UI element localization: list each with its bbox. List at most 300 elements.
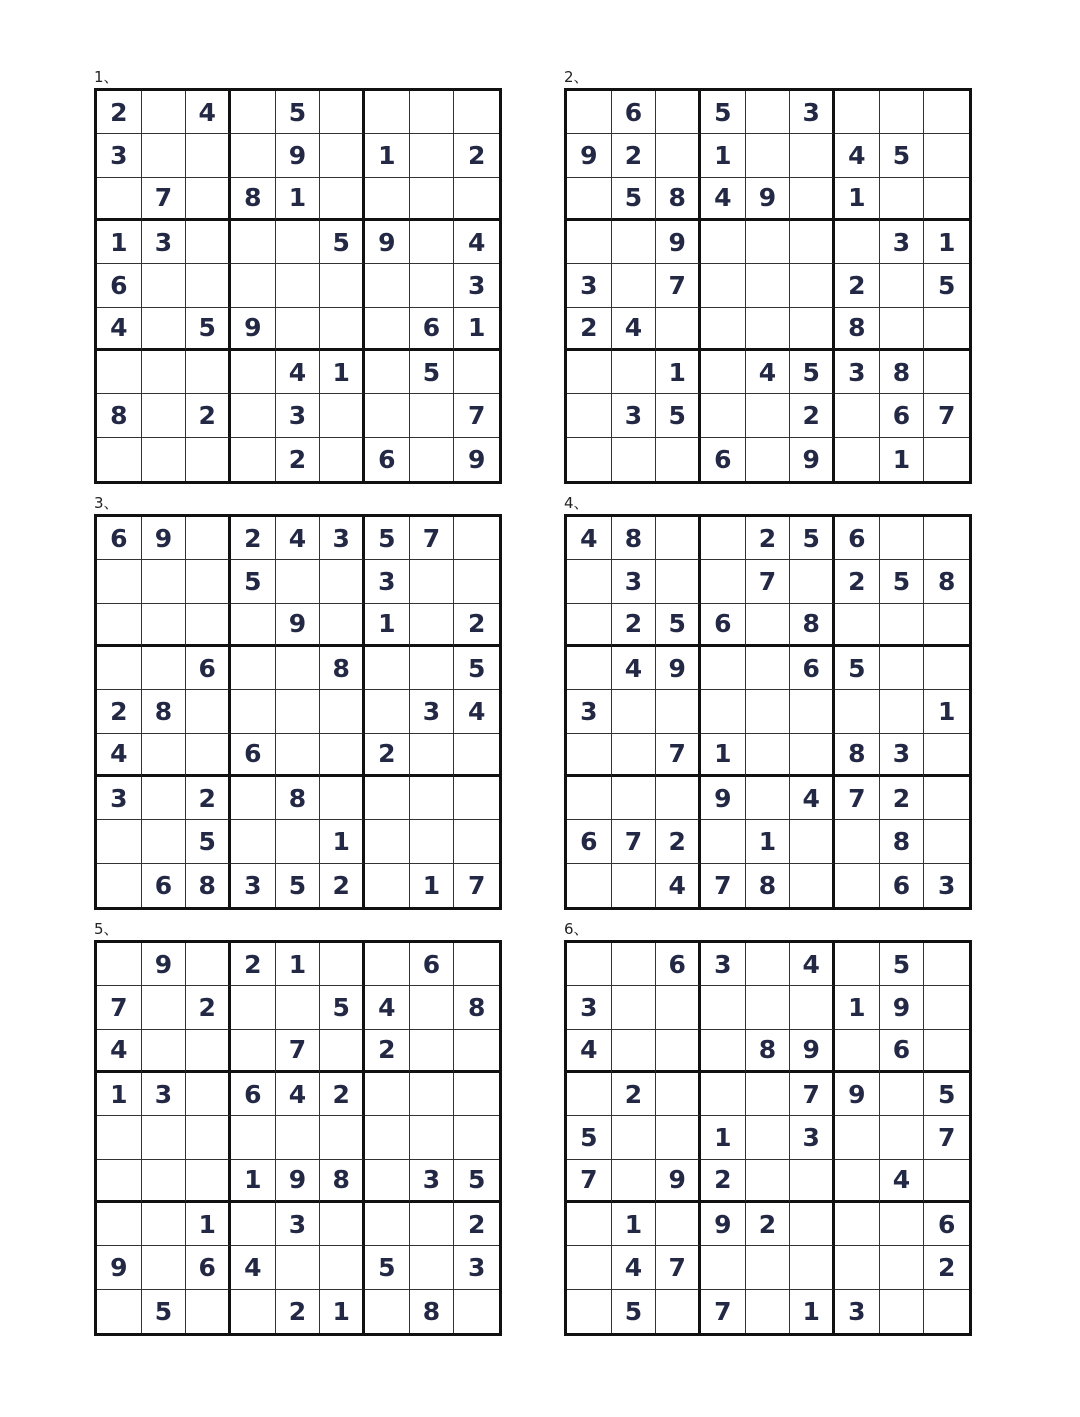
sudoku-cell[interactable]: 9 bbox=[276, 604, 321, 647]
sudoku-cell[interactable]: 4 bbox=[612, 1246, 657, 1289]
sudoku-cell[interactable] bbox=[746, 1116, 791, 1159]
sudoku-cell[interactable] bbox=[276, 820, 321, 863]
sudoku-cell[interactable]: 5 bbox=[231, 560, 276, 603]
sudoku-cell[interactable]: 5 bbox=[320, 986, 365, 1029]
sudoku-cell[interactable]: 1 bbox=[320, 820, 365, 863]
sudoku-cell[interactable] bbox=[835, 1246, 880, 1289]
sudoku-cell[interactable] bbox=[454, 91, 499, 134]
sudoku-cell[interactable] bbox=[320, 560, 365, 603]
sudoku-cell[interactable] bbox=[701, 647, 746, 690]
sudoku-cell[interactable] bbox=[276, 264, 321, 307]
sudoku-cell[interactable] bbox=[746, 943, 791, 986]
sudoku-cell[interactable] bbox=[656, 1203, 701, 1246]
sudoku-cell[interactable]: 3 bbox=[835, 351, 880, 394]
sudoku-cell[interactable] bbox=[612, 221, 657, 264]
sudoku-cell[interactable]: 5 bbox=[880, 560, 925, 603]
sudoku-cell[interactable]: 2 bbox=[320, 1073, 365, 1116]
sudoku-cell[interactable] bbox=[320, 264, 365, 307]
sudoku-cell[interactable] bbox=[454, 1030, 499, 1073]
sudoku-cell[interactable] bbox=[454, 734, 499, 777]
sudoku-cell[interactable] bbox=[567, 777, 612, 820]
sudoku-cell[interactable]: 3 bbox=[142, 221, 187, 264]
sudoku-cell[interactable] bbox=[612, 1116, 657, 1159]
sudoku-cell[interactable] bbox=[410, 604, 455, 647]
sudoku-cell[interactable]: 9 bbox=[276, 1160, 321, 1203]
sudoku-cell[interactable]: 6 bbox=[567, 820, 612, 863]
sudoku-cell[interactable] bbox=[186, 517, 231, 560]
sudoku-cell[interactable]: 2 bbox=[835, 264, 880, 307]
sudoku-cell[interactable] bbox=[880, 1116, 925, 1159]
sudoku-cell[interactable] bbox=[701, 221, 746, 264]
sudoku-cell[interactable] bbox=[97, 820, 142, 863]
sudoku-cell[interactable]: 8 bbox=[231, 178, 276, 221]
sudoku-cell[interactable] bbox=[365, 91, 410, 134]
sudoku-cell[interactable]: 3 bbox=[231, 864, 276, 907]
sudoku-cell[interactable] bbox=[231, 264, 276, 307]
sudoku-cell[interactable] bbox=[231, 820, 276, 863]
sudoku-cell[interactable] bbox=[612, 864, 657, 907]
sudoku-cell[interactable]: 1 bbox=[835, 178, 880, 221]
sudoku-cell[interactable] bbox=[835, 394, 880, 437]
sudoku-cell[interactable]: 4 bbox=[454, 690, 499, 733]
sudoku-cell[interactable] bbox=[276, 560, 321, 603]
sudoku-cell[interactable] bbox=[454, 777, 499, 820]
sudoku-cell[interactable] bbox=[746, 604, 791, 647]
sudoku-cell[interactable] bbox=[142, 1030, 187, 1073]
sudoku-cell[interactable] bbox=[410, 1116, 455, 1159]
sudoku-cell[interactable] bbox=[365, 1203, 410, 1246]
sudoku-cell[interactable]: 5 bbox=[276, 91, 321, 134]
sudoku-cell[interactable]: 5 bbox=[276, 864, 321, 907]
sudoku-cell[interactable] bbox=[365, 1290, 410, 1333]
sudoku-cell[interactable]: 1 bbox=[701, 1116, 746, 1159]
sudoku-cell[interactable] bbox=[231, 351, 276, 394]
sudoku-cell[interactable]: 4 bbox=[97, 1030, 142, 1073]
sudoku-cell[interactable] bbox=[142, 734, 187, 777]
sudoku-cell[interactable] bbox=[701, 351, 746, 394]
sudoku-cell[interactable]: 3 bbox=[790, 91, 835, 134]
sudoku-cell[interactable]: 7 bbox=[276, 1030, 321, 1073]
sudoku-cell[interactable]: 1 bbox=[656, 351, 701, 394]
sudoku-cell[interactable] bbox=[790, 264, 835, 307]
sudoku-cell[interactable]: 7 bbox=[835, 777, 880, 820]
sudoku-cell[interactable] bbox=[567, 734, 612, 777]
sudoku-cell[interactable]: 1 bbox=[97, 221, 142, 264]
sudoku-cell[interactable] bbox=[276, 221, 321, 264]
sudoku-cell[interactable] bbox=[410, 986, 455, 1029]
sudoku-cell[interactable] bbox=[365, 647, 410, 690]
sudoku-cell[interactable]: 2 bbox=[186, 986, 231, 1029]
sudoku-cell[interactable] bbox=[276, 1246, 321, 1289]
sudoku-cell[interactable]: 1 bbox=[276, 943, 321, 986]
sudoku-cell[interactable] bbox=[567, 943, 612, 986]
sudoku-cell[interactable]: 7 bbox=[701, 1290, 746, 1333]
sudoku-cell[interactable]: 6 bbox=[880, 394, 925, 437]
sudoku-cell[interactable]: 5 bbox=[835, 647, 880, 690]
sudoku-cell[interactable] bbox=[186, 1290, 231, 1333]
sudoku-cell[interactable]: 9 bbox=[701, 1203, 746, 1246]
sudoku-cell[interactable] bbox=[701, 1073, 746, 1116]
sudoku-cell[interactable]: 2 bbox=[701, 1160, 746, 1203]
sudoku-cell[interactable] bbox=[142, 986, 187, 1029]
sudoku-cell[interactable]: 1 bbox=[454, 308, 499, 351]
sudoku-cell[interactable] bbox=[924, 1030, 969, 1073]
sudoku-cell[interactable]: 2 bbox=[454, 1203, 499, 1246]
sudoku-cell[interactable]: 1 bbox=[835, 986, 880, 1029]
sudoku-cell[interactable]: 4 bbox=[97, 734, 142, 777]
sudoku-cell[interactable] bbox=[231, 986, 276, 1029]
sudoku-cell[interactable]: 2 bbox=[365, 734, 410, 777]
sudoku-cell[interactable]: 1 bbox=[231, 1160, 276, 1203]
sudoku-cell[interactable] bbox=[567, 1290, 612, 1333]
sudoku-cell[interactable] bbox=[320, 178, 365, 221]
sudoku-cell[interactable] bbox=[97, 604, 142, 647]
sudoku-cell[interactable]: 3 bbox=[276, 394, 321, 437]
sudoku-cell[interactable]: 3 bbox=[835, 1290, 880, 1333]
sudoku-cell[interactable] bbox=[835, 1203, 880, 1246]
sudoku-cell[interactable] bbox=[186, 134, 231, 177]
sudoku-cell[interactable]: 3 bbox=[410, 1160, 455, 1203]
sudoku-cell[interactable] bbox=[186, 604, 231, 647]
sudoku-cell[interactable] bbox=[320, 308, 365, 351]
sudoku-cell[interactable]: 5 bbox=[790, 517, 835, 560]
sudoku-cell[interactable]: 5 bbox=[880, 943, 925, 986]
sudoku-cell[interactable]: 8 bbox=[142, 690, 187, 733]
sudoku-cell[interactable]: 5 bbox=[454, 1160, 499, 1203]
sudoku-cell[interactable]: 4 bbox=[567, 1030, 612, 1073]
sudoku-cell[interactable] bbox=[567, 221, 612, 264]
sudoku-cell[interactable] bbox=[320, 91, 365, 134]
sudoku-cell[interactable] bbox=[142, 91, 187, 134]
sudoku-cell[interactable]: 7 bbox=[656, 264, 701, 307]
sudoku-cell[interactable] bbox=[701, 394, 746, 437]
sudoku-cell[interactable] bbox=[320, 690, 365, 733]
sudoku-cell[interactable] bbox=[880, 647, 925, 690]
sudoku-cell[interactable] bbox=[142, 820, 187, 863]
sudoku-cell[interactable]: 1 bbox=[276, 178, 321, 221]
sudoku-cell[interactable] bbox=[454, 1073, 499, 1116]
sudoku-cell[interactable] bbox=[365, 1116, 410, 1159]
sudoku-cell[interactable] bbox=[656, 1290, 701, 1333]
sudoku-cell[interactable] bbox=[924, 308, 969, 351]
sudoku-cell[interactable]: 6 bbox=[365, 438, 410, 481]
sudoku-cell[interactable]: 1 bbox=[186, 1203, 231, 1246]
sudoku-cell[interactable]: 9 bbox=[880, 986, 925, 1029]
sudoku-cell[interactable]: 7 bbox=[701, 864, 746, 907]
sudoku-cell[interactable] bbox=[97, 438, 142, 481]
sudoku-cell[interactable] bbox=[746, 1160, 791, 1203]
sudoku-cell[interactable] bbox=[746, 734, 791, 777]
sudoku-cell[interactable] bbox=[231, 647, 276, 690]
sudoku-cell[interactable]: 4 bbox=[186, 91, 231, 134]
sudoku-cell[interactable] bbox=[454, 1290, 499, 1333]
sudoku-cell[interactable] bbox=[746, 690, 791, 733]
sudoku-cell[interactable]: 8 bbox=[186, 864, 231, 907]
sudoku-cell[interactable] bbox=[567, 1246, 612, 1289]
sudoku-cell[interactable]: 2 bbox=[454, 134, 499, 177]
sudoku-cell[interactable] bbox=[454, 820, 499, 863]
sudoku-cell[interactable] bbox=[410, 820, 455, 863]
sudoku-cell[interactable] bbox=[924, 734, 969, 777]
sudoku-cell[interactable]: 6 bbox=[835, 517, 880, 560]
sudoku-cell[interactable]: 8 bbox=[320, 647, 365, 690]
sudoku-cell[interactable]: 8 bbox=[835, 734, 880, 777]
sudoku-cell[interactable] bbox=[790, 864, 835, 907]
sudoku-cell[interactable]: 2 bbox=[612, 134, 657, 177]
sudoku-cell[interactable] bbox=[410, 560, 455, 603]
sudoku-cell[interactable] bbox=[454, 178, 499, 221]
sudoku-cell[interactable]: 4 bbox=[231, 1246, 276, 1289]
sudoku-cell[interactable] bbox=[231, 1116, 276, 1159]
sudoku-cell[interactable]: 4 bbox=[746, 351, 791, 394]
sudoku-cell[interactable] bbox=[835, 221, 880, 264]
sudoku-cell[interactable] bbox=[612, 986, 657, 1029]
sudoku-cell[interactable] bbox=[567, 394, 612, 437]
sudoku-cell[interactable]: 2 bbox=[97, 690, 142, 733]
sudoku-cell[interactable]: 2 bbox=[276, 438, 321, 481]
sudoku-cell[interactable]: 8 bbox=[656, 178, 701, 221]
sudoku-cell[interactable] bbox=[97, 1160, 142, 1203]
sudoku-cell[interactable]: 3 bbox=[567, 690, 612, 733]
sudoku-cell[interactable] bbox=[410, 134, 455, 177]
sudoku-cell[interactable] bbox=[97, 1203, 142, 1246]
sudoku-cell[interactable] bbox=[701, 308, 746, 351]
sudoku-cell[interactable]: 8 bbox=[790, 604, 835, 647]
sudoku-cell[interactable]: 2 bbox=[746, 517, 791, 560]
sudoku-cell[interactable] bbox=[880, 517, 925, 560]
sudoku-cell[interactable] bbox=[656, 690, 701, 733]
sudoku-cell[interactable] bbox=[231, 394, 276, 437]
sudoku-cell[interactable]: 4 bbox=[612, 308, 657, 351]
sudoku-cell[interactable] bbox=[701, 1246, 746, 1289]
sudoku-cell[interactable]: 8 bbox=[276, 777, 321, 820]
sudoku-cell[interactable] bbox=[97, 178, 142, 221]
sudoku-cell[interactable] bbox=[701, 690, 746, 733]
sudoku-cell[interactable]: 2 bbox=[365, 1030, 410, 1073]
sudoku-cell[interactable] bbox=[835, 91, 880, 134]
sudoku-cell[interactable] bbox=[186, 1073, 231, 1116]
sudoku-cell[interactable] bbox=[186, 560, 231, 603]
sudoku-cell[interactable] bbox=[231, 1290, 276, 1333]
sudoku-cell[interactable] bbox=[701, 560, 746, 603]
sudoku-cell[interactable]: 6 bbox=[231, 1073, 276, 1116]
sudoku-cell[interactable] bbox=[410, 394, 455, 437]
sudoku-cell[interactable] bbox=[410, 91, 455, 134]
sudoku-cell[interactable] bbox=[142, 351, 187, 394]
sudoku-cell[interactable]: 3 bbox=[567, 986, 612, 1029]
sudoku-cell[interactable] bbox=[454, 560, 499, 603]
sudoku-cell[interactable] bbox=[656, 517, 701, 560]
sudoku-cell[interactable] bbox=[790, 221, 835, 264]
sudoku-cell[interactable] bbox=[701, 517, 746, 560]
sudoku-cell[interactable] bbox=[790, 1160, 835, 1203]
sudoku-cell[interactable] bbox=[656, 438, 701, 481]
sudoku-cell[interactable]: 8 bbox=[746, 864, 791, 907]
sudoku-cell[interactable] bbox=[410, 1030, 455, 1073]
sudoku-cell[interactable] bbox=[656, 1030, 701, 1073]
sudoku-cell[interactable] bbox=[701, 1030, 746, 1073]
sudoku-cell[interactable] bbox=[142, 134, 187, 177]
sudoku-cell[interactable]: 4 bbox=[276, 517, 321, 560]
sudoku-cell[interactable]: 7 bbox=[454, 394, 499, 437]
sudoku-cell[interactable] bbox=[320, 943, 365, 986]
sudoku-cell[interactable]: 5 bbox=[656, 394, 701, 437]
sudoku-cell[interactable]: 6 bbox=[880, 864, 925, 907]
sudoku-cell[interactable]: 3 bbox=[612, 560, 657, 603]
sudoku-cell[interactable]: 2 bbox=[790, 394, 835, 437]
sudoku-cell[interactable] bbox=[746, 1290, 791, 1333]
sudoku-cell[interactable] bbox=[231, 690, 276, 733]
sudoku-cell[interactable] bbox=[924, 351, 969, 394]
sudoku-cell[interactable]: 2 bbox=[231, 517, 276, 560]
sudoku-cell[interactable] bbox=[320, 438, 365, 481]
sudoku-cell[interactable] bbox=[142, 1160, 187, 1203]
sudoku-cell[interactable]: 9 bbox=[231, 308, 276, 351]
sudoku-cell[interactable] bbox=[880, 1246, 925, 1289]
sudoku-cell[interactable] bbox=[567, 604, 612, 647]
sudoku-cell[interactable] bbox=[186, 1030, 231, 1073]
sudoku-cell[interactable] bbox=[410, 178, 455, 221]
sudoku-cell[interactable]: 3 bbox=[790, 1116, 835, 1159]
sudoku-cell[interactable]: 4 bbox=[612, 647, 657, 690]
sudoku-cell[interactable] bbox=[924, 1290, 969, 1333]
sudoku-cell[interactable]: 3 bbox=[276, 1203, 321, 1246]
sudoku-cell[interactable]: 1 bbox=[701, 134, 746, 177]
sudoku-cell[interactable] bbox=[410, 221, 455, 264]
sudoku-cell[interactable] bbox=[365, 690, 410, 733]
sudoku-cell[interactable]: 5 bbox=[790, 351, 835, 394]
sudoku-cell[interactable]: 2 bbox=[320, 864, 365, 907]
sudoku-cell[interactable] bbox=[454, 943, 499, 986]
sudoku-cell[interactable]: 6 bbox=[231, 734, 276, 777]
sudoku-cell[interactable] bbox=[186, 221, 231, 264]
sudoku-cell[interactable] bbox=[790, 820, 835, 863]
sudoku-cell[interactable] bbox=[142, 1116, 187, 1159]
sudoku-cell[interactable] bbox=[97, 1116, 142, 1159]
sudoku-cell[interactable]: 6 bbox=[656, 943, 701, 986]
sudoku-cell[interactable] bbox=[790, 986, 835, 1029]
sudoku-cell[interactable]: 1 bbox=[701, 734, 746, 777]
sudoku-cell[interactable] bbox=[656, 1073, 701, 1116]
sudoku-cell[interactable] bbox=[97, 1290, 142, 1333]
sudoku-cell[interactable] bbox=[880, 308, 925, 351]
sudoku-cell[interactable]: 6 bbox=[97, 264, 142, 307]
sudoku-cell[interactable]: 8 bbox=[835, 308, 880, 351]
sudoku-cell[interactable]: 9 bbox=[365, 221, 410, 264]
sudoku-cell[interactable]: 2 bbox=[186, 394, 231, 437]
sudoku-cell[interactable]: 5 bbox=[365, 517, 410, 560]
sudoku-cell[interactable]: 7 bbox=[790, 1073, 835, 1116]
sudoku-cell[interactable]: 6 bbox=[612, 91, 657, 134]
sudoku-cell[interactable]: 5 bbox=[701, 91, 746, 134]
sudoku-cell[interactable] bbox=[612, 943, 657, 986]
sudoku-cell[interactable]: 8 bbox=[880, 820, 925, 863]
sudoku-cell[interactable] bbox=[790, 1246, 835, 1289]
sudoku-cell[interactable] bbox=[790, 1203, 835, 1246]
sudoku-cell[interactable] bbox=[410, 1073, 455, 1116]
sudoku-cell[interactable]: 5 bbox=[656, 604, 701, 647]
sudoku-cell[interactable] bbox=[835, 438, 880, 481]
sudoku-cell[interactable]: 6 bbox=[97, 517, 142, 560]
sudoku-cell[interactable]: 4 bbox=[276, 351, 321, 394]
sudoku-cell[interactable] bbox=[924, 604, 969, 647]
sudoku-cell[interactable] bbox=[612, 438, 657, 481]
sudoku-cell[interactable] bbox=[320, 1246, 365, 1289]
sudoku-cell[interactable] bbox=[612, 351, 657, 394]
sudoku-cell[interactable] bbox=[612, 690, 657, 733]
sudoku-cell[interactable] bbox=[567, 1203, 612, 1246]
sudoku-cell[interactable] bbox=[276, 734, 321, 777]
sudoku-cell[interactable]: 1 bbox=[924, 690, 969, 733]
sudoku-cell[interactable] bbox=[790, 308, 835, 351]
sudoku-cell[interactable]: 1 bbox=[320, 351, 365, 394]
sudoku-cell[interactable] bbox=[701, 986, 746, 1029]
sudoku-cell[interactable]: 7 bbox=[142, 178, 187, 221]
sudoku-cell[interactable] bbox=[656, 560, 701, 603]
sudoku-cell[interactable] bbox=[656, 777, 701, 820]
sudoku-cell[interactable]: 3 bbox=[612, 394, 657, 437]
sudoku-cell[interactable] bbox=[320, 1030, 365, 1073]
sudoku-cell[interactable] bbox=[880, 264, 925, 307]
sudoku-cell[interactable]: 1 bbox=[746, 820, 791, 863]
sudoku-cell[interactable] bbox=[186, 734, 231, 777]
sudoku-cell[interactable] bbox=[835, 1116, 880, 1159]
sudoku-cell[interactable] bbox=[186, 690, 231, 733]
sudoku-cell[interactable] bbox=[656, 91, 701, 134]
sudoku-cell[interactable]: 4 bbox=[567, 517, 612, 560]
sudoku-cell[interactable] bbox=[790, 178, 835, 221]
sudoku-cell[interactable]: 6 bbox=[142, 864, 187, 907]
sudoku-cell[interactable]: 9 bbox=[746, 178, 791, 221]
sudoku-cell[interactable] bbox=[924, 647, 969, 690]
sudoku-cell[interactable] bbox=[612, 264, 657, 307]
sudoku-cell[interactable] bbox=[701, 264, 746, 307]
sudoku-cell[interactable]: 9 bbox=[790, 1030, 835, 1073]
sudoku-cell[interactable]: 9 bbox=[142, 517, 187, 560]
sudoku-cell[interactable] bbox=[142, 604, 187, 647]
sudoku-cell[interactable] bbox=[746, 264, 791, 307]
sudoku-cell[interactable] bbox=[880, 604, 925, 647]
sudoku-cell[interactable] bbox=[567, 351, 612, 394]
sudoku-cell[interactable] bbox=[567, 1073, 612, 1116]
sudoku-cell[interactable] bbox=[231, 1203, 276, 1246]
sudoku-cell[interactable]: 4 bbox=[276, 1073, 321, 1116]
sudoku-cell[interactable]: 2 bbox=[97, 91, 142, 134]
sudoku-cell[interactable] bbox=[365, 943, 410, 986]
sudoku-cell[interactable] bbox=[454, 351, 499, 394]
sudoku-cell[interactable]: 1 bbox=[790, 1290, 835, 1333]
sudoku-cell[interactable] bbox=[320, 604, 365, 647]
sudoku-cell[interactable] bbox=[97, 560, 142, 603]
sudoku-cell[interactable] bbox=[97, 647, 142, 690]
sudoku-cell[interactable]: 8 bbox=[880, 351, 925, 394]
sudoku-cell[interactable]: 6 bbox=[410, 943, 455, 986]
sudoku-cell[interactable] bbox=[746, 91, 791, 134]
sudoku-cell[interactable]: 1 bbox=[410, 864, 455, 907]
sudoku-cell[interactable] bbox=[790, 134, 835, 177]
sudoku-cell[interactable]: 5 bbox=[142, 1290, 187, 1333]
sudoku-cell[interactable]: 5 bbox=[924, 1073, 969, 1116]
sudoku-cell[interactable] bbox=[656, 1116, 701, 1159]
sudoku-cell[interactable] bbox=[231, 221, 276, 264]
sudoku-cell[interactable]: 8 bbox=[97, 394, 142, 437]
sudoku-cell[interactable]: 4 bbox=[365, 986, 410, 1029]
sudoku-cell[interactable]: 2 bbox=[612, 1073, 657, 1116]
sudoku-cell[interactable]: 3 bbox=[320, 517, 365, 560]
sudoku-cell[interactable] bbox=[567, 438, 612, 481]
sudoku-cell[interactable] bbox=[746, 134, 791, 177]
sudoku-cell[interactable]: 3 bbox=[365, 560, 410, 603]
